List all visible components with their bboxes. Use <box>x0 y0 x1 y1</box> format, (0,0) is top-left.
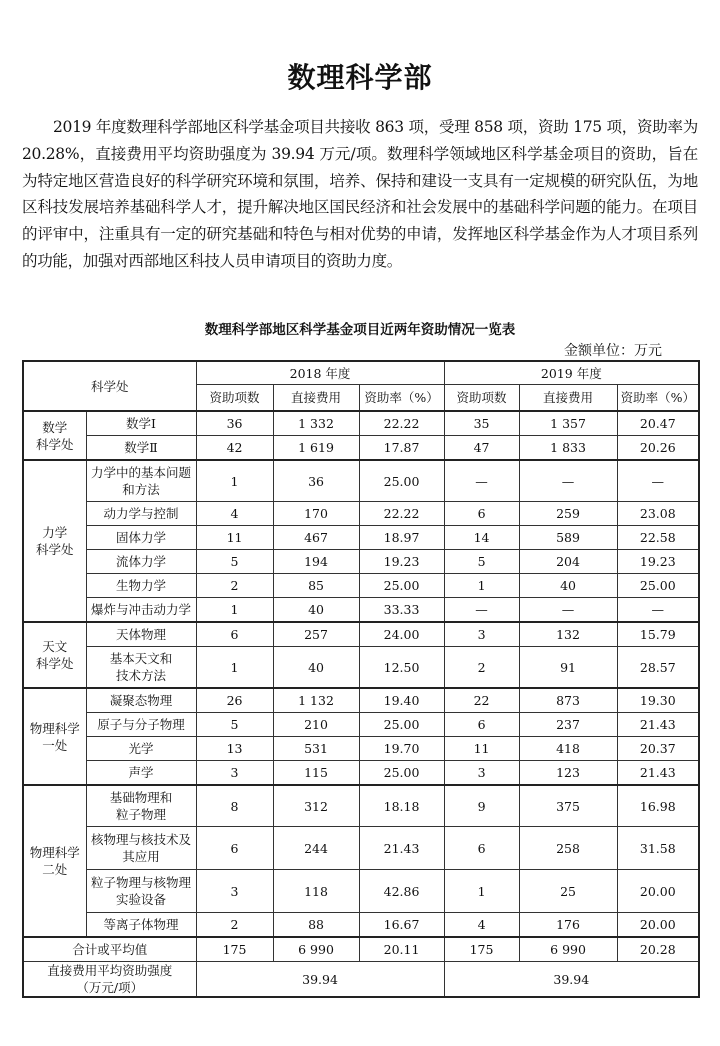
cell-f19: 40 <box>519 574 617 598</box>
field-name: 动力学与控制 <box>86 502 196 526</box>
division-name: 天文 科学处 <box>23 622 86 688</box>
cell-r18: 17.87 <box>359 436 444 461</box>
header-cost-2018: 直接费用 <box>273 385 359 412</box>
cell-r18: 25.00 <box>359 460 444 502</box>
cell-c18: 3 <box>196 761 273 786</box>
cell-c19: 3 <box>444 622 519 647</box>
cell-f18: 36 <box>273 460 359 502</box>
table-row <box>23 550 699 574</box>
cell-f19: 25 <box>519 870 617 913</box>
division-name: 数学 科学处 <box>23 411 86 460</box>
cell-c18: 4 <box>196 502 273 526</box>
cell-f19: 176 <box>519 913 617 938</box>
cell-f19: 1 833 <box>519 436 617 461</box>
cell-r18: 22.22 <box>359 502 444 526</box>
cell-c19: 5 <box>444 550 519 574</box>
header-division: 科学处 <box>23 361 196 411</box>
field-name: 基本天文和 技术方法 <box>86 647 196 689</box>
cell-c18: 1 <box>196 460 273 502</box>
cell-f18: 210 <box>273 713 359 737</box>
cell-r18: 42.86 <box>359 870 444 913</box>
cell-c19: 22 <box>444 688 519 713</box>
cell-c19: 1 <box>444 574 519 598</box>
field-name: 爆炸与冲击动力学 <box>86 598 196 623</box>
cell-f18: 115 <box>273 761 359 786</box>
intro-paragraph: 2019 年度数理科学部地区科学基金项目共接收 863 项，受理 858 项，资助 175 项，资助率为 20.28%，直接费用平均资助强度为 39.94 万元/项。数理科学领域地区科学基金项目的资助，旨在为特定地区营造良好的科学研究环境和氛围，培养、保持和建设一支具有一定规模的研究队伍，为地区科技发展培养基础科学人才，提升解决地区国民经济和社会发展中的基础科学问题的能力。在项目的评审中，注重具有一定的研究基础和特色与相对优势的申请，发挥地区科学基金作为人才项目系列的功能，加强对西部地区科技人员申请项目的资助力度。 <box>22 118 698 270</box>
table-row <box>23 647 699 689</box>
cell-c18: 5 <box>196 550 273 574</box>
cell-r19: 25.00 <box>617 574 699 598</box>
cell-f19: 258 <box>519 827 617 870</box>
cell-f19: — <box>519 460 617 502</box>
table-row <box>23 622 699 647</box>
cell-r19: 20.47 <box>617 411 699 436</box>
cell-r18: 18.18 <box>359 785 444 827</box>
cell-c18: 11 <box>196 526 273 550</box>
cell-f19: 375 <box>519 785 617 827</box>
cell-r19: 20.00 <box>617 870 699 913</box>
cell-c19: 9 <box>444 785 519 827</box>
header-count-2018: 资助项数 <box>196 385 273 412</box>
cell-f19: 259 <box>519 502 617 526</box>
cell-f19: 91 <box>519 647 617 689</box>
cell-c18: 36 <box>196 411 273 436</box>
cell-r19: 20.00 <box>617 913 699 938</box>
table-row <box>23 870 699 913</box>
cell-c18: 8 <box>196 785 273 827</box>
division-name: 物理科学 一处 <box>23 688 86 785</box>
cell-c18: 3 <box>196 870 273 913</box>
total-c18: 175 <box>196 937 273 962</box>
field-name: 粒子物理与核物理 实验设备 <box>86 870 196 913</box>
total-r19: 20.28 <box>617 937 699 962</box>
cell-c19: 6 <box>444 502 519 526</box>
cell-f19: 204 <box>519 550 617 574</box>
field-name: 生物力学 <box>86 574 196 598</box>
header-year-2019: 2019 年度 <box>444 361 699 385</box>
table-row <box>23 526 699 550</box>
field-name: 流体力学 <box>86 550 196 574</box>
cell-f19: 589 <box>519 526 617 550</box>
cell-c18: 6 <box>196 827 273 870</box>
cell-r19: 28.57 <box>617 647 699 689</box>
cell-r18: 24.00 <box>359 622 444 647</box>
unit-note: 金额单位：万元 <box>564 343 662 359</box>
intensity-row <box>23 962 699 998</box>
field-name: 数学Ⅰ <box>86 411 196 436</box>
cell-c18: 1 <box>196 598 273 623</box>
cell-r19: 19.30 <box>617 688 699 713</box>
table-row <box>23 785 699 827</box>
cell-r19: 23.08 <box>617 502 699 526</box>
total-c19: 175 <box>444 937 519 962</box>
cell-r18: 22.22 <box>359 411 444 436</box>
cell-c18: 6 <box>196 622 273 647</box>
cell-f19: 1 357 <box>519 411 617 436</box>
cell-f18: 170 <box>273 502 359 526</box>
cell-r19: 16.98 <box>617 785 699 827</box>
cell-f19: 873 <box>519 688 617 713</box>
cell-r18: 19.40 <box>359 688 444 713</box>
cell-r18: 21.43 <box>359 827 444 870</box>
header-count-2019: 资助项数 <box>444 385 519 412</box>
cell-r19: 22.58 <box>617 526 699 550</box>
field-name: 数学Ⅱ <box>86 436 196 461</box>
table-row <box>23 436 699 461</box>
cell-r19: 20.37 <box>617 737 699 761</box>
total-row <box>23 937 699 962</box>
cell-c19: 1 <box>444 870 519 913</box>
cell-c19: 3 <box>444 761 519 786</box>
cell-f18: 244 <box>273 827 359 870</box>
total-f19: 6 990 <box>519 937 617 962</box>
intensity-label: 直接费用平均资助强度 （万元/项） <box>23 962 196 998</box>
table-row <box>23 713 699 737</box>
cell-f19: — <box>519 598 617 623</box>
cell-c19: — <box>444 598 519 623</box>
cell-c19: 2 <box>444 647 519 689</box>
table-row <box>23 460 699 502</box>
cell-r18: 33.33 <box>359 598 444 623</box>
cell-r19: 21.43 <box>617 713 699 737</box>
cell-c18: 1 <box>196 647 273 689</box>
cell-f18: 467 <box>273 526 359 550</box>
field-name: 光学 <box>86 737 196 761</box>
cell-c19: 6 <box>444 713 519 737</box>
cell-c19: 6 <box>444 827 519 870</box>
cell-r18: 25.00 <box>359 574 444 598</box>
cell-f18: 40 <box>273 598 359 623</box>
cell-c19: 14 <box>444 526 519 550</box>
cell-c18: 2 <box>196 574 273 598</box>
cell-r18: 19.70 <box>359 737 444 761</box>
table-row <box>23 761 699 786</box>
cell-f18: 1 332 <box>273 411 359 436</box>
total-label: 合计或平均值 <box>23 937 196 962</box>
cell-f19: 123 <box>519 761 617 786</box>
cell-f19: 132 <box>519 622 617 647</box>
page-title: 数理科学部 <box>287 61 433 94</box>
cell-f19: 418 <box>519 737 617 761</box>
cell-c18: 42 <box>196 436 273 461</box>
cell-c18: 26 <box>196 688 273 713</box>
intensity-2019: 39.94 <box>444 962 699 998</box>
cell-c19: 35 <box>444 411 519 436</box>
cell-r18: 19.23 <box>359 550 444 574</box>
cell-f18: 118 <box>273 870 359 913</box>
field-name: 凝聚态物理 <box>86 688 196 713</box>
field-name: 等离子体物理 <box>86 913 196 938</box>
cell-f18: 88 <box>273 913 359 938</box>
header-cost-2019: 直接费用 <box>519 385 617 412</box>
field-name: 基础物理和 粒子物理 <box>86 785 196 827</box>
field-name: 核物理与核技术及 其应用 <box>86 827 196 870</box>
cell-f18: 85 <box>273 574 359 598</box>
table-caption: 数理科学部地区科学基金项目近两年资助情况一览表 <box>204 322 516 338</box>
cell-f18: 257 <box>273 622 359 647</box>
funding-table <box>22 360 700 998</box>
cell-r19: 21.43 <box>617 761 699 786</box>
table-row <box>23 574 699 598</box>
cell-f19: 237 <box>519 713 617 737</box>
header-rate-2018: 资助率（%） <box>359 385 444 412</box>
cell-r19: 31.58 <box>617 827 699 870</box>
division-name: 力学 科学处 <box>23 460 86 622</box>
field-name: 原子与分子物理 <box>86 713 196 737</box>
division-name: 物理科学 二处 <box>23 785 86 937</box>
table-row <box>23 502 699 526</box>
cell-f18: 40 <box>273 647 359 689</box>
field-name: 天体物理 <box>86 622 196 647</box>
cell-r19: 19.23 <box>617 550 699 574</box>
cell-f18: 1 132 <box>273 688 359 713</box>
cell-r19: 20.26 <box>617 436 699 461</box>
cell-c18: 5 <box>196 713 273 737</box>
cell-r18: 25.00 <box>359 713 444 737</box>
header-rate-2019: 资助率（%） <box>617 385 699 412</box>
cell-c19: 11 <box>444 737 519 761</box>
cell-c18: 2 <box>196 913 273 938</box>
field-name: 力学中的基本问题 和方法 <box>86 460 196 502</box>
table-row <box>23 737 699 761</box>
cell-f18: 1 619 <box>273 436 359 461</box>
cell-r19: — <box>617 598 699 623</box>
table-row <box>23 913 699 938</box>
field-name: 固体力学 <box>86 526 196 550</box>
cell-r18: 12.50 <box>359 647 444 689</box>
total-f18: 6 990 <box>273 937 359 962</box>
intensity-2018: 39.94 <box>196 962 444 998</box>
cell-c19: 4 <box>444 913 519 938</box>
cell-c18: 13 <box>196 737 273 761</box>
table-row <box>23 827 699 870</box>
cell-r19: — <box>617 460 699 502</box>
table-row <box>23 598 699 623</box>
cell-r19: 15.79 <box>617 622 699 647</box>
cell-r18: 18.97 <box>359 526 444 550</box>
cell-r18: 16.67 <box>359 913 444 938</box>
cell-c19: — <box>444 460 519 502</box>
table-row <box>23 688 699 713</box>
table-row <box>23 411 699 436</box>
header-year-2018: 2018 年度 <box>196 361 444 385</box>
cell-f18: 312 <box>273 785 359 827</box>
total-r18: 20.11 <box>359 937 444 962</box>
cell-f18: 194 <box>273 550 359 574</box>
field-name: 声学 <box>86 761 196 786</box>
cell-f18: 531 <box>273 737 359 761</box>
cell-c19: 47 <box>444 436 519 461</box>
cell-r18: 25.00 <box>359 761 444 786</box>
